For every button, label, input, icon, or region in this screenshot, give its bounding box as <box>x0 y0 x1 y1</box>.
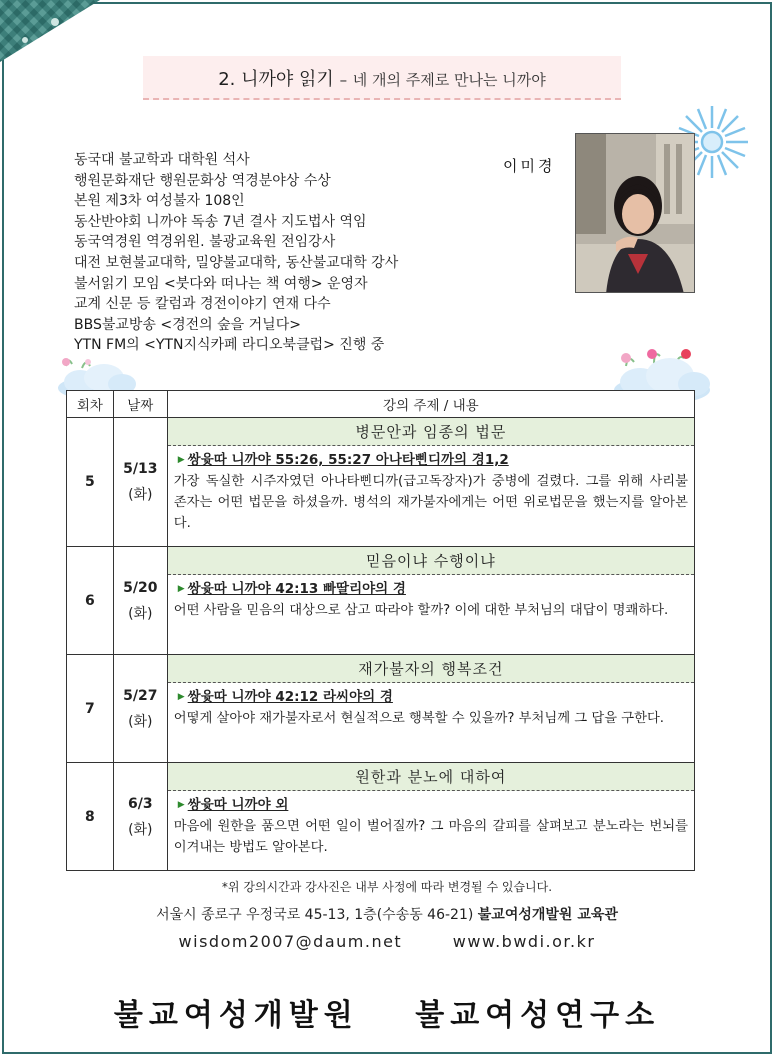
session-topic: 원한과 분노에 대하여 <box>168 763 694 791</box>
session-date <box>113 547 167 655</box>
sutta-title: 쌍윳따 니까야 55:26, 55:27 아나타삔디까의 경1,2 <box>187 452 509 468</box>
title-subtitle: 네 개의 주제로 만나는 니까야 <box>352 71 546 89</box>
email-address[interactable]: wisdom2007@daum.net <box>178 932 403 951</box>
address-line <box>0 904 774 924</box>
table-header-row <box>67 391 695 418</box>
session-description: 어떤 사람을 믿음의 대상으로 삼고 따라야 할까? 이에 대한 부처님의 대답이 명쾌하다. <box>173 603 669 618</box>
bullet-triangle-icon: ▶ <box>177 800 185 810</box>
session-topic: 믿음이냐 수행이냐 <box>168 547 694 575</box>
bullet-triangle-icon: ▶ <box>177 455 185 465</box>
bio-line: 행원문화재단 행원문화상 역경분야상 수상 <box>74 172 331 189</box>
author-photo <box>575 133 695 293</box>
session-content <box>167 763 694 871</box>
bullet-triangle-icon: ▶ <box>177 692 185 702</box>
sutta-title: 쌍윳따 니까야 42:13 빠딸리야의 경 <box>187 581 406 597</box>
header-date: 날짜 <box>113 391 167 418</box>
day-value: (화) <box>128 605 153 622</box>
session-content <box>167 418 694 547</box>
sutta-line <box>168 683 694 707</box>
bio-line: 동국대 불교학과 대학원 석사 <box>74 152 250 168</box>
bio-line: 동국역경원 역경위원. 불광교육원 전임강사 <box>74 234 336 251</box>
bio-line: YTN FM의 <YTN지식카페 라디오북클럽> 진행 중 <box>74 337 385 354</box>
sutta-line <box>168 446 694 470</box>
table-row <box>67 763 695 871</box>
org-name: 불교여성연구소 <box>415 998 661 1033</box>
session-topic: 병문안과 임종의 법문 <box>168 418 694 446</box>
address-text: 서울시 종로구 우정국로 45-13, 1층(수송동 46-21) <box>156 907 474 923</box>
session-content <box>167 655 694 763</box>
organization-names <box>0 990 774 1034</box>
org-name: 불교여성개발원 <box>113 998 359 1033</box>
header-topic: 강의 주제 / 내용 <box>167 391 694 418</box>
session-topic: 재가불자의 행복조건 <box>168 655 694 683</box>
title-banner <box>143 56 621 100</box>
date-value: 6/3 <box>127 795 153 812</box>
session-date <box>113 655 167 763</box>
header-session: 회차 <box>67 391 114 418</box>
session-description: 가장 독실한 시주자였던 아나타삔디까(급고독장자)가 중병에 걸렸다. 그를 위해 사리불 존자는 어떤 법문을 하셨을까. 병석의 재가불자에게는 어떤 위로법문을 했는지를 알아본다. <box>173 474 688 531</box>
title-number: 2. <box>218 69 236 90</box>
bio-line: 불서읽기 모임 <붓다와 떠나는 책 여행> 운영자 <box>74 275 368 292</box>
author-bio <box>74 150 398 356</box>
session-date <box>113 418 167 547</box>
website-url[interactable]: www.bwdi.or.kr <box>452 932 596 951</box>
bio-line: BBS불교방송 <경전의 숲을 거닐다> <box>74 316 301 333</box>
sutta-title: 쌍윳따 니까야 외 <box>187 797 289 813</box>
session-date <box>113 763 167 871</box>
sutta-line <box>168 791 694 815</box>
title-dash: – <box>339 71 348 89</box>
table-row <box>67 547 695 655</box>
bio-line: 본원 제3차 여성불자 108인 <box>74 193 245 210</box>
session-number: 8 <box>67 763 114 871</box>
page-title <box>143 65 621 91</box>
session-number: 6 <box>67 547 114 655</box>
day-value: (화) <box>128 487 153 503</box>
session-number: 5 <box>67 418 114 547</box>
corner-pattern-decoration <box>0 0 110 68</box>
schedule-note: *위 강의시간과 강사진은 내부 사정에 따라 변경될 수 있습니다. <box>221 880 553 894</box>
day-value: (화) <box>128 713 153 730</box>
date-value: 5/13 <box>123 461 158 477</box>
lecture-schedule-table <box>66 390 695 871</box>
bullet-triangle-icon: ▶ <box>177 584 185 594</box>
sutta-line <box>168 575 694 599</box>
title-main: 니까야 읽기 <box>241 69 334 90</box>
table-row <box>67 655 695 763</box>
session-content <box>167 547 694 655</box>
sutta-title: 쌍윳따 니까야 42:12 라씨야의 경 <box>187 689 393 705</box>
day-value: (화) <box>128 821 153 838</box>
bio-line: 동산반야회 니까야 독송 7년 결사 지도법사 역임 <box>74 213 367 230</box>
author-name: 이미경 <box>503 157 556 175</box>
session-description: 마음에 원한을 품으면 어떤 일이 벌어질까? 그 마음의 갈피를 살펴보고 분노라는 번뇌를 이겨내는 방법도 알아본다. <box>173 819 688 855</box>
date-value: 5/20 <box>123 579 158 596</box>
table-row <box>67 418 695 547</box>
address-place: 불교여성개발원 교육관 <box>477 907 618 923</box>
bio-line: 대전 보현불교대학, 밀양불교대학, 동산불교대학 강사 <box>74 254 399 271</box>
date-value: 5/27 <box>123 687 158 704</box>
session-number: 7 <box>67 655 114 763</box>
session-description: 어떻게 살아야 재가불자로서 현실적으로 행복할 수 있을까? 부처님께 그 답을 구한다. <box>173 711 665 726</box>
bio-line: 교계 신문 등 칼럼과 경전이야기 연재 다수 <box>74 296 331 313</box>
contact-line <box>0 932 774 951</box>
